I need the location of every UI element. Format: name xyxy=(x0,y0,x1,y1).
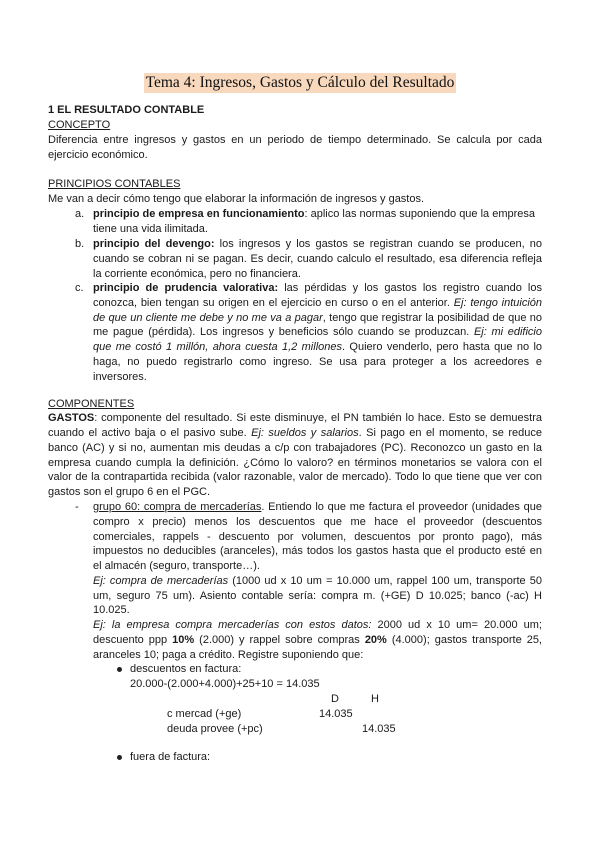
example-1: um, seguro 75 um). Asiento contable sería: compra m. (+GE) D 10.025; banco (-ac) H xyxy=(93,590,542,602)
calculation: 20.000-(2.000+4.000)+25+10 = 14.035 xyxy=(130,678,320,690)
journal-row-credit: 14.035 xyxy=(362,723,396,735)
concept-text: Diferencia entre ingresos y gastos en un periodo de tiempo determinado. Se calcula por cada xyxy=(48,134,542,146)
gastos-paragraph: banco (AC) y si no, aumentan mis deudas a c/p con trabajadores (PC). Reconozco un gasto en la xyxy=(48,442,542,454)
list-item-text: haga, no puedo registrarlo como ingreso. Se usa para proteger a los acreedores e xyxy=(93,356,542,368)
grupo-60-paragraph: impuestos no deducibles (aranceles), más todos los gastos hasta que el producto esté en xyxy=(93,545,542,557)
components-label: COMPONENTES xyxy=(48,398,135,410)
bullet-item: fuera de factura: xyxy=(130,751,211,763)
col-header-h: H xyxy=(371,693,379,705)
gastos-paragraph: cuando el activo baja o el pasivo sube. Ej: sueldos y salarios. Si pago en el momento, se reduce xyxy=(48,427,542,439)
page-title: Tema 4: Ingresos, Gastos y Cálculo del Resultado xyxy=(145,74,455,91)
grupo-60-paragraph: comerciales, rappels - descuento por volumen, descuentos por pronto pago), más xyxy=(93,531,542,543)
principles-intro: Me van a decir cómo tengo que elaborar la información de ingresos y gastos. xyxy=(48,193,425,205)
example-2: Ej: la empresa compra mercaderías con estos datos: 2000 ud x 10 um= 20.000 um; xyxy=(93,619,542,631)
example-1: 10.025. xyxy=(93,604,130,616)
list-marker: a. xyxy=(75,208,85,220)
list-marker: b. xyxy=(75,238,85,250)
grupo-60-paragraph: grupo 60: compra de mercaderías. Entiendo lo que me factura el proveedor (unidades que xyxy=(93,501,542,513)
dash-marker: - xyxy=(75,501,79,513)
list-marker: c. xyxy=(75,282,84,294)
section-heading: 1 EL RESULTADO CONTABLE xyxy=(48,104,205,116)
list-item-text: conozca, bien tengan su origen en el ejercicio en curso o en el anterior. Ej: tengo intuición xyxy=(93,297,542,309)
bullet-item: descuentos en factura: xyxy=(130,663,242,675)
concept-text: ejercicio económico. xyxy=(48,149,148,161)
gastos-paragraph: GASTOS: componente del resultado. Si este disminuye, el PN también lo hace. Esto se demuestra xyxy=(48,412,542,424)
list-item: principio de prudencia valorativa: las pérdidas y los gastos los registro cuando los xyxy=(93,282,542,294)
bullet-dot xyxy=(117,667,122,672)
list-item-text: que me costó 1 millón, ahora cuesta 1,2 millones. Quiero venderlo, pero hasta que no lo xyxy=(93,341,543,353)
list-item-text: la corriente económica, pero no financiera. xyxy=(93,268,301,280)
gastos-paragraph: valor de la contrapartida recibida (valor razonable, valor de mercado). Todo lo que tiene que ver con xyxy=(48,471,542,483)
list-item: principio del devengo: los ingresos y los gastos se registran cuando se producen, no xyxy=(93,238,543,250)
col-header-d: D xyxy=(331,693,339,705)
gastos-paragraph: empresa cuando cumpla la definición. ¿Cómo lo valoro? en términos monetarios se valora con el xyxy=(48,457,542,469)
grupo-60-paragraph: el almacén (seguro, transporte…). xyxy=(93,560,260,572)
bullet-dot xyxy=(117,755,122,760)
journal-row-label: deuda provee (+pc) xyxy=(167,723,263,735)
list-item: principio de empresa en funcionamiento: aplico las normas suponiendo que la empresa xyxy=(93,208,536,220)
journal-row-debit: 14.035 xyxy=(319,708,353,720)
example-2: aranceles 10; paga a crédito. Registre suponiendo que: xyxy=(93,649,364,661)
grupo-60-paragraph: compro x precio) menos los descuentos que me hace el proveedor (descuentos xyxy=(93,516,542,528)
example-1: Ej: compra de mercaderías (1000 ud x 10 um = 10.000 um, rappel 100 um, transporte 50 xyxy=(93,575,542,587)
list-item-text: inversores. xyxy=(93,371,147,383)
list-item-text: de que un cliente me debe y no me va a pagar, tengo que registrar la posibilidad de que no xyxy=(93,312,542,324)
list-item-text: me pague (pérdida). Los ingresos y beneficios sólo cuando se produzcan. Ej: mi edificio xyxy=(93,326,542,338)
journal-row-label: c mercad (+ge) xyxy=(167,708,242,720)
list-item-text: cuando se cobran ni se pagan. Es decir, cuando calculo el resultado, esa diferencia refleja xyxy=(93,253,542,265)
concept-label: CONCEPTO xyxy=(48,119,111,131)
example-2: descuento ppp 10% (2.000) y rappel sobre compras 20% (4.000); gastos transporte 25, xyxy=(93,634,542,646)
gastos-paragraph: gastos son el grupo 6 en el PGC. xyxy=(48,486,211,498)
list-item-text: tiene una vida ilimitada. xyxy=(93,223,208,235)
principles-label: PRINCIPIOS CONTABLES xyxy=(48,178,181,190)
